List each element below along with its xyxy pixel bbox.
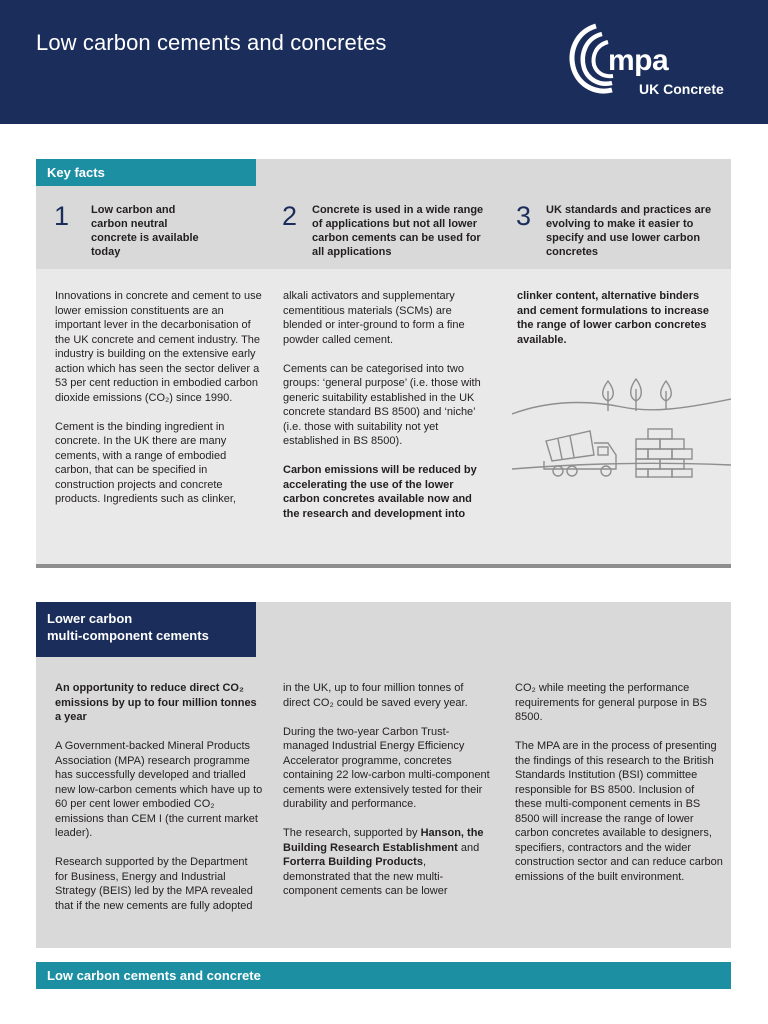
key-facts-column-1	[55, 289, 263, 521]
paragraph: Cement is the binding ingredient in concrete. In the UK there are many cements, with a range of embodied carbon, that can be specified in construction projects and concrete products. Ingredients such as clinker,	[55, 420, 236, 505]
mpa-logo	[562, 20, 742, 110]
text-run-bold: Forterra Building Products	[283, 856, 423, 868]
logo-subtitle: UK Concrete	[639, 81, 724, 97]
paragraph: A Government-backed Mineral Products Association (MPA) research programme has successfully developed and trialled new low-carbon cements which have up to 60 per cent lower embodied CO₂ emissions than CEM I (the current market leader).	[55, 740, 263, 839]
construction-illustration	[512, 369, 731, 509]
panel-divider	[36, 564, 731, 568]
fact-text: UK standards and practices are evolving to make it easier to specify and use lower carbon concretes	[546, 204, 712, 258]
fact-number: 2	[282, 201, 298, 231]
section-column-3	[515, 681, 723, 899]
paragraph: Cements can be categorised into two groups: ‘general purpose’ (i.e. those with generic suitability established in the UK concrete standard BS 8500) and ‘niche’ (i.e. those with suitability not yet established in BS 8500).	[283, 362, 481, 447]
key-facts-column-3	[517, 289, 717, 362]
section-column-2	[283, 681, 491, 913]
footer-bar: Low carbon cements and concrete	[36, 962, 731, 989]
paragraph: CO₂ while meeting the performance requirements for general purpose in BS 8500.	[515, 682, 707, 723]
key-facts-tab: Key facts	[36, 159, 256, 186]
section-tab-line-2: multi-component cements	[47, 628, 209, 643]
fact-number: 3	[516, 201, 532, 231]
section-tab	[36, 602, 256, 657]
section-heading: An opportunity to reduce direct CO₂ emissions by up to four million tonnes a year	[55, 682, 257, 723]
text-run-bold: Hanson, the Building Research Establishment	[283, 827, 484, 854]
paragraph-bold: Carbon emissions will be reduced by accelerating the use of the lower carbon concretes available now and the research and development into	[283, 464, 477, 520]
paragraph: alkali activators and supplementary cementitious materials (SCMs) are blended or inter-ground to form a fine powder called cement.	[283, 290, 465, 346]
text-run: and	[457, 841, 480, 854]
section-column-1	[55, 681, 263, 928]
page-title: Low carbon cements and concretes	[36, 30, 387, 55]
paragraph	[283, 826, 491, 899]
text-run: , demonstrated that the new multi-component cements can be lower	[283, 856, 448, 897]
page-header	[0, 0, 768, 124]
key-facts-panel	[36, 159, 731, 568]
paragraph: The MPA are in the process of presenting the findings of this research to the British Standards Institution (BSI) committee responsible for BS 8500. Inclusion of these multi-component cements in BS 8500 will increase the range of lower carbon concretes available to designers, specifiers, contractors and the wider construction sector and can reduce carbon emissions of the built environment.	[515, 740, 723, 883]
paragraph-bold: clinker content, alternative binders and cement formulations to increase the range of lower carbon concretes available.	[517, 290, 709, 346]
text-run: The research, supported by	[283, 827, 421, 839]
section-tab-line-1: Lower carbon	[47, 611, 133, 626]
key-facts-column-2	[283, 289, 491, 536]
paragraph: in the UK, up to four million tonnes of direct CO₂ could be saved every year.	[283, 682, 468, 709]
fact-number: 1	[54, 201, 70, 231]
paragraph: Research supported by the Department for Business, Energy and Industrial Strategy (BEIS) led by the MPA revealed that if the new cements are fully adopted	[55, 856, 253, 912]
fact-text: Low carbon and carbon neutral concrete is available today	[91, 204, 199, 258]
multi-component-panel	[36, 602, 731, 948]
paragraph: During the two-year Carbon Trust-managed Industrial Energy Efficiency Accelerator programme, concretes containing 22 low-carbon multi-component cements were extensively tested for their durability and performance.	[283, 725, 490, 810]
paragraph: Innovations in concrete and cement to use lower emission constituents are an important lever in the decarbonisation of the UK concrete and cement industry. The industry is building on the extensive early action which has seen the sector deliver a 53 per cent reduction in embodied carbon dioxide emissions (CO₂) since 1990.	[55, 290, 262, 404]
logo-wordmark: mpa	[608, 44, 669, 77]
fact-text: Concrete is used in a wide range of applications but not all lower carbon cements can be used for all applications	[312, 204, 484, 258]
